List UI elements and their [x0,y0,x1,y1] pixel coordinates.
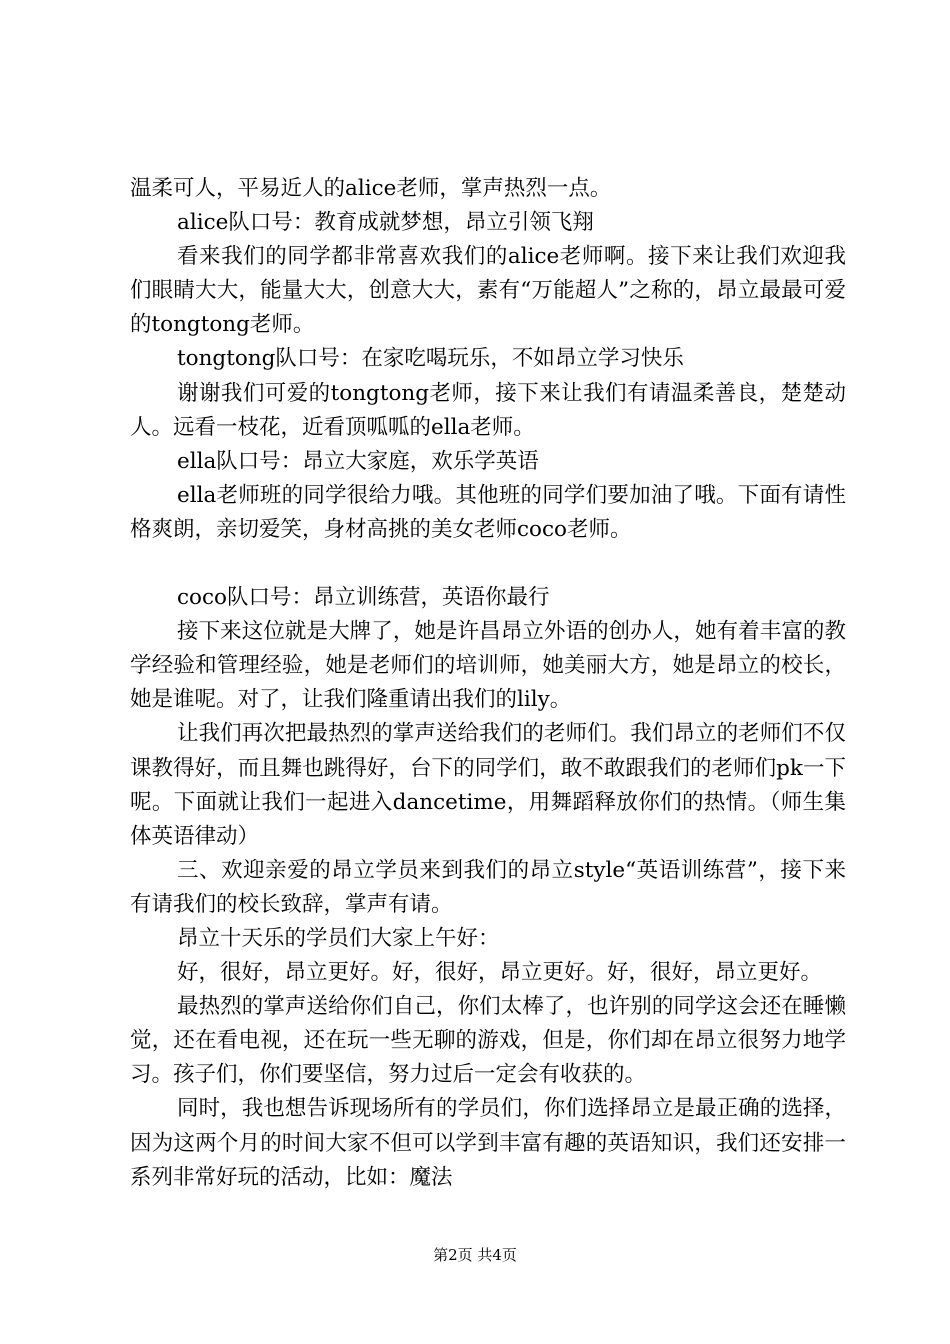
paragraph-tongtong-slogan: tongtong队口号：在家吃喝玩乐，不如昂立学习快乐 [177,346,684,372]
paragraph-intro-coco: ella老师班的同学很给力哦。其他班的同学们要加油了哦。下面有请性格爽朗，亲切爱笑，身材高挑的美女老师coco老师。 [130,482,846,542]
paragraph-intro-lily: 接下来这位就是大牌了，她是许昌昂立外语的创办人，她有着丰富的教学经验和管理经验，她是老师们的培训师，她美丽大方，她是昂立的校长，她是谁呢。对了，让我们隆重请出我们的lily。 [130,619,846,713]
page-footer: 第2页 共4页 [433,1246,517,1264]
paragraph-intro-ella: 谢谢我们可爱的tongtong老师，接下来让我们有请温柔善良，楚楚动人。远看一枝花，近看顶呱呱的ella老师。 [130,380,846,440]
paragraph-applause: 最热烈的掌声送给你们自己，你们太棒了，也许别的同学这会还在睡懒觉，还在看电视，还在玩一些无聊的游戏，但是，你们却在昂立很努力地学习。孩子们，你们要坚信，努力过后一定会有收获的。 [130,994,846,1088]
paragraph-alice-slogan: alice队口号：教育成就梦想，昂立引领飞翔 [177,210,594,236]
paragraph-intro-tongtong: 看来我们的同学都非常喜欢我们的alice老师啊。接下来让我们欢迎我们眼睛大大，能量大大，创意大大，素有“万能超人”之称的，昂立最最可爱的tongtong老师。 [130,244,846,338]
paragraph-intro-alice: 温柔可人，平易近人的alice老师，掌声热烈一点。 [130,176,612,201]
paragraph-choice: 同时，我也想告诉现场所有的学员们，你们选择昂立是最正确的选择，因为这两个月的时间大家不但可以学到丰富有趣的英语知识，我们还安排一系列非常好玩的活动，比如：魔法 [130,1096,846,1190]
paragraph-chant: 好，很好，昂立更好。好，很好，昂立更好。好，很好，昂立更好。 [177,960,823,986]
document-body [130,172,846,1195]
paragraph-greeting: 昂立十天乐的学员们大家上午好： [177,925,500,951]
paragraph-ella-slogan: ella队口号：昂立大家庭，欢乐学英语 [177,448,539,474]
paragraph-coco-slogan: coco队口号：昂立训练营，英语你最行 [177,585,550,611]
paragraph-dancetime: 让我们再次把最热烈的掌声送给我们的老师们。我们昂立的老师们不仅课教得好，而且舞也跳得好，台下的同学们，敢不敢跟我们的老师们pk一下呢。下面就让我们一起进入dancetime，用舞蹈释放你们的热情。（师生集体英语律动） [130,721,846,849]
paragraph-section-three: 三、欢迎亲爱的昂立学员来到我们的昂立style“英语训练营”，接下来有请我们的校长致辞，掌声有请。 [130,857,846,917]
